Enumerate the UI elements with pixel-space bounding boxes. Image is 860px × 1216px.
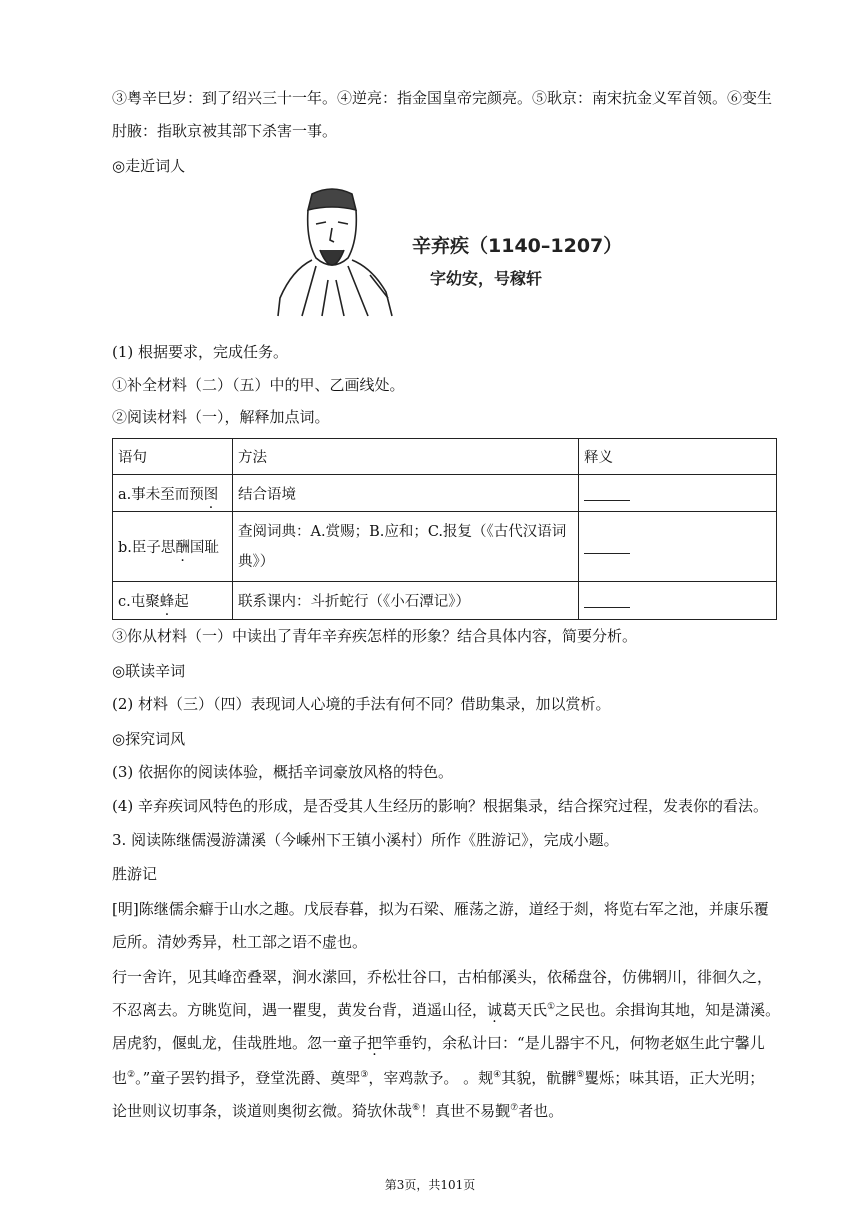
section-heading-style: ◎探究词风 — [112, 730, 186, 748]
table-header: 语句 — [113, 439, 233, 475]
question-1-task-b: ②阅读材料（一），解释加点词。 — [112, 408, 330, 426]
dotted-char: 蜂 — [159, 594, 175, 610]
question-1-task-a: ①补全材料（二）（五）中的甲、乙画线处。 — [112, 376, 405, 394]
dotted-char: 诚 — [487, 1001, 503, 1019]
passage-title: 胜游记 — [112, 865, 158, 883]
answer-blank[interactable] — [584, 535, 630, 554]
table-cell-method: 结合语境 — [233, 475, 579, 512]
table-cell-sentence: b.臣子思酬国耻 — [113, 512, 233, 582]
table-cell-answer[interactable] — [579, 475, 777, 512]
passage-line: [明]陈继儒余癖于山水之趣。戊辰春暮，拟为石梁、雁荡之游，道经于剡，将览右军之池，并康乐覆 — [112, 900, 769, 918]
dotted-char: 把 — [367, 1034, 383, 1052]
table-header: 释义 — [579, 439, 777, 475]
table-cell-answer[interactable] — [579, 582, 777, 620]
footnote-marker: ⑥ — [412, 1103, 421, 1113]
footnote-marker: ⑤ — [576, 1070, 585, 1080]
table-cell-method: 查阅词典：A.赏赐；B.应和；C.报复（《古代汉语词 典》） — [233, 512, 579, 582]
portrait-caption-style: 字幼安，号稼轩 — [430, 269, 543, 288]
answer-blank[interactable] — [584, 482, 630, 501]
footnote-marker: ⑦ — [510, 1103, 519, 1113]
dotted-char: 酬 — [175, 540, 190, 556]
dotted-char: 图 — [203, 486, 219, 503]
footnote-marker: ① — [547, 1002, 556, 1012]
question-1-task-c: ③你从材料（一）中读出了青年辛弃疾怎样的形象？结合具体内容，简要分析。 — [112, 627, 638, 645]
answer-blank[interactable] — [584, 589, 630, 608]
note-line-1: ③粤辛巳岁：到了绍兴三十一年。④逆亮：指金国皇帝完颜亮。⑤耿京：南宋抗金义军首领。⑥变生 — [112, 89, 773, 107]
table-row — [113, 475, 777, 512]
question-4: (4) 辛弃疾词风特色的形成，是否受其人生经历的影响？根据集录，结合探究过程，发表你的看法。 — [112, 797, 769, 815]
section-heading-author: ◎走近词人 — [112, 157, 186, 175]
table-cell-method: 联系课内：斗折蛇行（《小石潭记》） — [233, 582, 579, 620]
word-explanation-table — [112, 438, 777, 620]
passage-line: 居虎豹，偃虬龙，佳哉胜地。忽一童子把竿垂钓，余私计曰：“是儿器宇不凡，何物老妪生此宁馨儿 — [112, 1034, 765, 1052]
table-header: 方法 — [233, 439, 579, 475]
footnote-marker: ② — [127, 1070, 136, 1080]
passage-line: 卮所。清妙秀异，杜工部之语不虚也。 — [112, 933, 368, 951]
passage-line: 论世则议切事条，谈道则奥彻玄微。猗欤休哉⑥！真世不易觐⑦者也。 — [112, 1102, 564, 1120]
passage-line: 也②。”童子罢钓揖予，登堂洗爵、奠斝③，宰鸡款予。 。觌④其貌，骯髒⑤矍烁；味其语，正大光明； — [112, 1069, 765, 1087]
question-1: (1) 根据要求，完成任务。 — [112, 343, 289, 361]
note-line-2: 肘腋：指耿京被其部下杀害一事。 — [112, 122, 338, 140]
table-header-row — [113, 439, 777, 475]
xin-qiji-portrait — [272, 180, 623, 320]
table-cell-sentence: a.事未至而预图 — [113, 475, 233, 512]
passage-line: 不忍离去。方眺览间，遇一瞿叟，黄发台背，逍遥山径，诚葛天氏①之民也。余揖询其地，知是潇溪。 — [112, 1001, 781, 1019]
table-cell-answer[interactable] — [579, 512, 777, 582]
page-number: 第3页，共101页 — [384, 1178, 476, 1192]
footnote-marker: ③ — [360, 1070, 369, 1080]
portrait-caption-name: 辛弃疾（1140–1207） — [412, 235, 623, 257]
section-heading-reading: ◎联读辛词 — [112, 662, 186, 680]
footnote-marker: ④ — [493, 1070, 502, 1080]
table-row — [113, 512, 777, 582]
question-3: (3) 依据你的阅读体验，概括辛词豪放风格的特色。 — [112, 763, 454, 781]
question-2: (2) 材料（三）（四）表现词人心境的手法有何不同？借助集录，加以赏析。 — [112, 695, 611, 713]
table-cell-sentence: c.屯聚蜂起 — [113, 582, 233, 620]
problem-3-prompt: 3. 阅读陈继儒漫游潇溪（今嵊州下王镇小溪村）所作《胜游记》，完成小题。 — [112, 831, 619, 849]
table-row — [113, 582, 777, 620]
passage-line: 行一舍许，见其峰峦叠翠，涧水潆回，乔松壮谷口，古柏郁溪头，依稀盘谷，仿佛辋川，徘徊久之， — [112, 968, 773, 986]
